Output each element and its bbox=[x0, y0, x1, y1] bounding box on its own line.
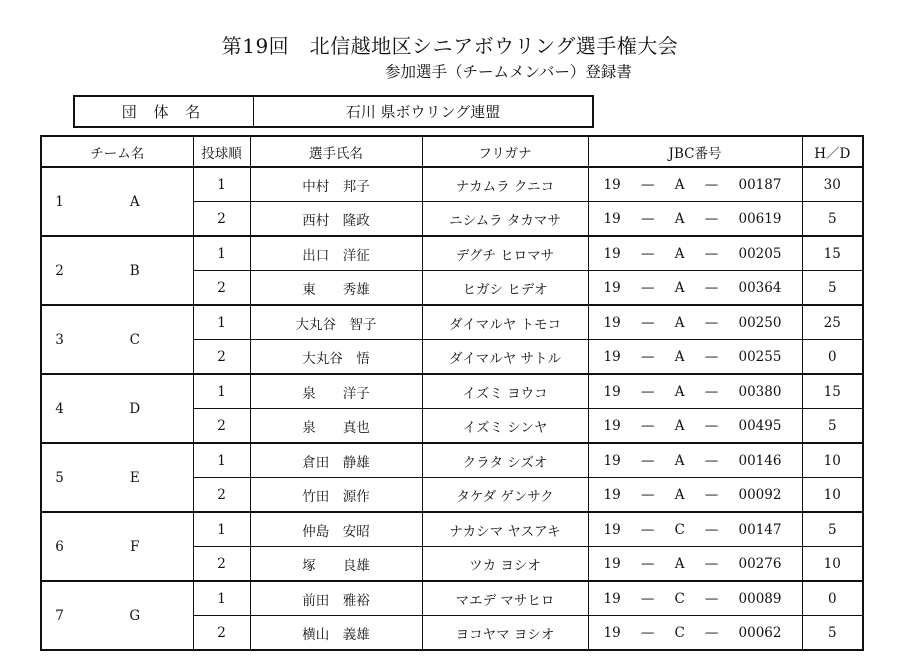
jbc-prefix: 19 bbox=[603, 521, 621, 538]
jbc-dash: — bbox=[640, 555, 655, 572]
team-name: B bbox=[77, 236, 193, 305]
table-row bbox=[41, 305, 863, 340]
jbc-dash: — bbox=[640, 176, 655, 193]
jbc-number bbox=[588, 616, 802, 651]
player-kana: イズミ ヨウコ bbox=[422, 374, 588, 409]
jbc-number bbox=[588, 547, 802, 582]
jbc-dash: — bbox=[704, 417, 719, 434]
federation-value: 石川 県ボウリング連盟 bbox=[254, 96, 594, 127]
jbc-number bbox=[588, 478, 802, 513]
jbc-dash: — bbox=[640, 486, 655, 503]
handicap: 15 bbox=[802, 374, 863, 409]
team-number: 1 bbox=[41, 167, 77, 236]
jbc-prefix: 19 bbox=[603, 555, 621, 572]
jbc-class: A bbox=[674, 210, 685, 227]
jbc-class: C bbox=[674, 590, 685, 607]
jbc-serial: 00380 bbox=[738, 383, 782, 400]
player-name: 倉田 静雄 bbox=[250, 443, 422, 478]
jbc-class: A bbox=[674, 279, 685, 296]
jbc-number bbox=[588, 581, 802, 616]
player-name: 前田 雅裕 bbox=[250, 581, 422, 616]
handicap: 0 bbox=[802, 581, 863, 616]
jbc-number bbox=[588, 202, 802, 237]
header-order: 投球順 bbox=[193, 136, 250, 167]
player-kana: クラタ シズオ bbox=[422, 443, 588, 478]
player-name: 仲島 安昭 bbox=[250, 512, 422, 547]
jbc-prefix: 19 bbox=[603, 624, 621, 641]
jbc-number bbox=[588, 443, 802, 478]
jbc-serial: 00187 bbox=[738, 176, 782, 193]
header-name: 選手氏名 bbox=[250, 136, 422, 167]
jbc-number bbox=[588, 167, 802, 202]
bowling-order: 2 bbox=[193, 616, 250, 651]
handicap: 10 bbox=[802, 443, 863, 478]
jbc-class: C bbox=[674, 624, 685, 641]
jbc-number bbox=[588, 340, 802, 375]
jbc-prefix: 19 bbox=[603, 383, 621, 400]
team-number: 3 bbox=[41, 305, 77, 374]
jbc-dash: — bbox=[704, 590, 719, 607]
jbc-class: A bbox=[674, 245, 685, 262]
player-kana: タケダ ゲンサク bbox=[422, 478, 588, 513]
player-kana: ニシムラ タカマサ bbox=[422, 202, 588, 237]
bowling-order: 1 bbox=[193, 374, 250, 409]
handicap: 5 bbox=[802, 409, 863, 444]
jbc-serial: 00089 bbox=[738, 590, 782, 607]
jbc-prefix: 19 bbox=[603, 486, 621, 503]
player-name: 中村 邦子 bbox=[250, 167, 422, 202]
jbc-dash: — bbox=[640, 279, 655, 296]
jbc-serial: 00255 bbox=[738, 348, 782, 365]
handicap: 0 bbox=[802, 340, 863, 375]
table-row bbox=[41, 167, 863, 202]
jbc-dash: — bbox=[704, 176, 719, 193]
jbc-class: A bbox=[674, 555, 685, 572]
jbc-serial: 00205 bbox=[738, 245, 782, 262]
jbc-dash: — bbox=[640, 383, 655, 400]
bowling-order: 2 bbox=[193, 340, 250, 375]
handicap: 5 bbox=[802, 202, 863, 237]
jbc-dash: — bbox=[640, 348, 655, 365]
handicap: 10 bbox=[802, 478, 863, 513]
team-name: G bbox=[77, 581, 193, 650]
jbc-dash: — bbox=[640, 210, 655, 227]
jbc-dash: — bbox=[704, 314, 719, 331]
jbc-serial: 00364 bbox=[738, 279, 782, 296]
player-kana: デグチ ヒロマサ bbox=[422, 236, 588, 271]
table-row bbox=[41, 512, 863, 547]
header-hd: H／D bbox=[802, 136, 863, 167]
jbc-dash: — bbox=[704, 555, 719, 572]
jbc-dash: — bbox=[704, 486, 719, 503]
team-name: A bbox=[77, 167, 193, 236]
handicap: 5 bbox=[802, 271, 863, 306]
team-name: E bbox=[77, 443, 193, 512]
handicap: 10 bbox=[802, 547, 863, 582]
jbc-serial: 00062 bbox=[738, 624, 782, 641]
team-name: D bbox=[77, 374, 193, 443]
handicap: 25 bbox=[802, 305, 863, 340]
jbc-prefix: 19 bbox=[603, 348, 621, 365]
player-kana: イズミ シンヤ bbox=[422, 409, 588, 444]
jbc-class: C bbox=[674, 521, 685, 538]
player-name: 塚 良雄 bbox=[250, 547, 422, 582]
jbc-class: A bbox=[674, 348, 685, 365]
jbc-prefix: 19 bbox=[603, 176, 621, 193]
jbc-dash: — bbox=[640, 452, 655, 469]
jbc-class: A bbox=[674, 452, 685, 469]
jbc-dash: — bbox=[704, 452, 719, 469]
jbc-dash: — bbox=[640, 624, 655, 641]
bowling-order: 2 bbox=[193, 271, 250, 306]
jbc-prefix: 19 bbox=[603, 210, 621, 227]
team-number: 2 bbox=[41, 236, 77, 305]
jbc-class: A bbox=[674, 486, 685, 503]
jbc-class: A bbox=[674, 417, 685, 434]
bowling-order: 1 bbox=[193, 512, 250, 547]
jbc-dash: — bbox=[640, 245, 655, 262]
bowling-order: 2 bbox=[193, 409, 250, 444]
jbc-class: A bbox=[674, 176, 685, 193]
player-kana: ヒガシ ヒデオ bbox=[422, 271, 588, 306]
jbc-serial: 00276 bbox=[738, 555, 782, 572]
jbc-dash: — bbox=[704, 210, 719, 227]
team-number: 6 bbox=[41, 512, 77, 581]
player-kana: ナカムラ クニコ bbox=[422, 167, 588, 202]
bowling-order: 1 bbox=[193, 236, 250, 271]
jbc-dash: — bbox=[704, 624, 719, 641]
federation-box bbox=[73, 95, 594, 128]
jbc-number bbox=[588, 512, 802, 547]
team-number: 5 bbox=[41, 443, 77, 512]
table-row bbox=[41, 581, 863, 616]
team-name: F bbox=[77, 512, 193, 581]
handicap: 15 bbox=[802, 236, 863, 271]
player-kana: マエデ マサヒロ bbox=[422, 581, 588, 616]
jbc-serial: 00495 bbox=[738, 417, 782, 434]
team-name: C bbox=[77, 305, 193, 374]
player-kana: ダイマルヤ サトル bbox=[422, 340, 588, 375]
document-subtitle: 参加選手（チームメンバー）登録書 bbox=[385, 63, 632, 81]
jbc-dash: — bbox=[704, 383, 719, 400]
bowling-order: 2 bbox=[193, 478, 250, 513]
bowling-order: 1 bbox=[193, 167, 250, 202]
jbc-number bbox=[588, 236, 802, 271]
bowling-order: 2 bbox=[193, 547, 250, 582]
jbc-serial: 00146 bbox=[738, 452, 782, 469]
player-name: 西村 隆政 bbox=[250, 202, 422, 237]
jbc-dash: — bbox=[640, 521, 655, 538]
jbc-dash: — bbox=[704, 521, 719, 538]
table-row bbox=[41, 236, 863, 271]
jbc-class: A bbox=[674, 314, 685, 331]
team-number: 7 bbox=[41, 581, 77, 650]
table-row bbox=[41, 374, 863, 409]
jbc-dash: — bbox=[640, 590, 655, 607]
player-kana: ナカシマ ヤスアキ bbox=[422, 512, 588, 547]
jbc-prefix: 19 bbox=[603, 279, 621, 296]
header-kana: フリガナ bbox=[422, 136, 588, 167]
jbc-prefix: 19 bbox=[603, 245, 621, 262]
player-name: 泉 洋子 bbox=[250, 374, 422, 409]
team-number: 4 bbox=[41, 374, 77, 443]
jbc-dash: — bbox=[704, 348, 719, 365]
jbc-prefix: 19 bbox=[603, 314, 621, 331]
jbc-number bbox=[588, 305, 802, 340]
jbc-serial: 00250 bbox=[738, 314, 782, 331]
jbc-prefix: 19 bbox=[603, 417, 621, 434]
player-name: 大丸谷 悟 bbox=[250, 340, 422, 375]
player-name: 泉 真也 bbox=[250, 409, 422, 444]
jbc-dash: — bbox=[704, 279, 719, 296]
bowling-order: 1 bbox=[193, 581, 250, 616]
player-kana: ヨコヤマ ヨシオ bbox=[422, 616, 588, 651]
header-team: チーム名 bbox=[41, 136, 193, 167]
jbc-number bbox=[588, 374, 802, 409]
bowling-order: 1 bbox=[193, 443, 250, 478]
player-kana: ツカ ヨシオ bbox=[422, 547, 588, 582]
handicap: 30 bbox=[802, 167, 863, 202]
jbc-prefix: 19 bbox=[603, 452, 621, 469]
jbc-number bbox=[588, 409, 802, 444]
roster-table bbox=[40, 135, 864, 651]
header-jbc: JBC番号 bbox=[588, 136, 802, 167]
jbc-prefix: 19 bbox=[603, 590, 621, 607]
jbc-serial: 00147 bbox=[738, 521, 782, 538]
jbc-serial: 00619 bbox=[738, 210, 782, 227]
jbc-dash: — bbox=[704, 245, 719, 262]
jbc-dash: — bbox=[640, 314, 655, 331]
handicap: 5 bbox=[802, 616, 863, 651]
header-row bbox=[41, 136, 863, 167]
document-title: 第19回 北信越地区シニアボウリング選手権大会 bbox=[221, 34, 679, 58]
handicap: 5 bbox=[802, 512, 863, 547]
federation-label: 団 体 名 bbox=[74, 96, 254, 127]
player-name: 大丸谷 智子 bbox=[250, 305, 422, 340]
bowling-order: 2 bbox=[193, 202, 250, 237]
jbc-class: A bbox=[674, 383, 685, 400]
table-row bbox=[41, 443, 863, 478]
jbc-serial: 00092 bbox=[738, 486, 782, 503]
jbc-number bbox=[588, 271, 802, 306]
jbc-dash: — bbox=[640, 417, 655, 434]
player-kana: ダイマルヤ トモコ bbox=[422, 305, 588, 340]
player-name: 横山 義雄 bbox=[250, 616, 422, 651]
player-name: 竹田 源作 bbox=[250, 478, 422, 513]
bowling-order: 1 bbox=[193, 305, 250, 340]
player-name: 出口 洋征 bbox=[250, 236, 422, 271]
player-name: 東 秀雄 bbox=[250, 271, 422, 306]
